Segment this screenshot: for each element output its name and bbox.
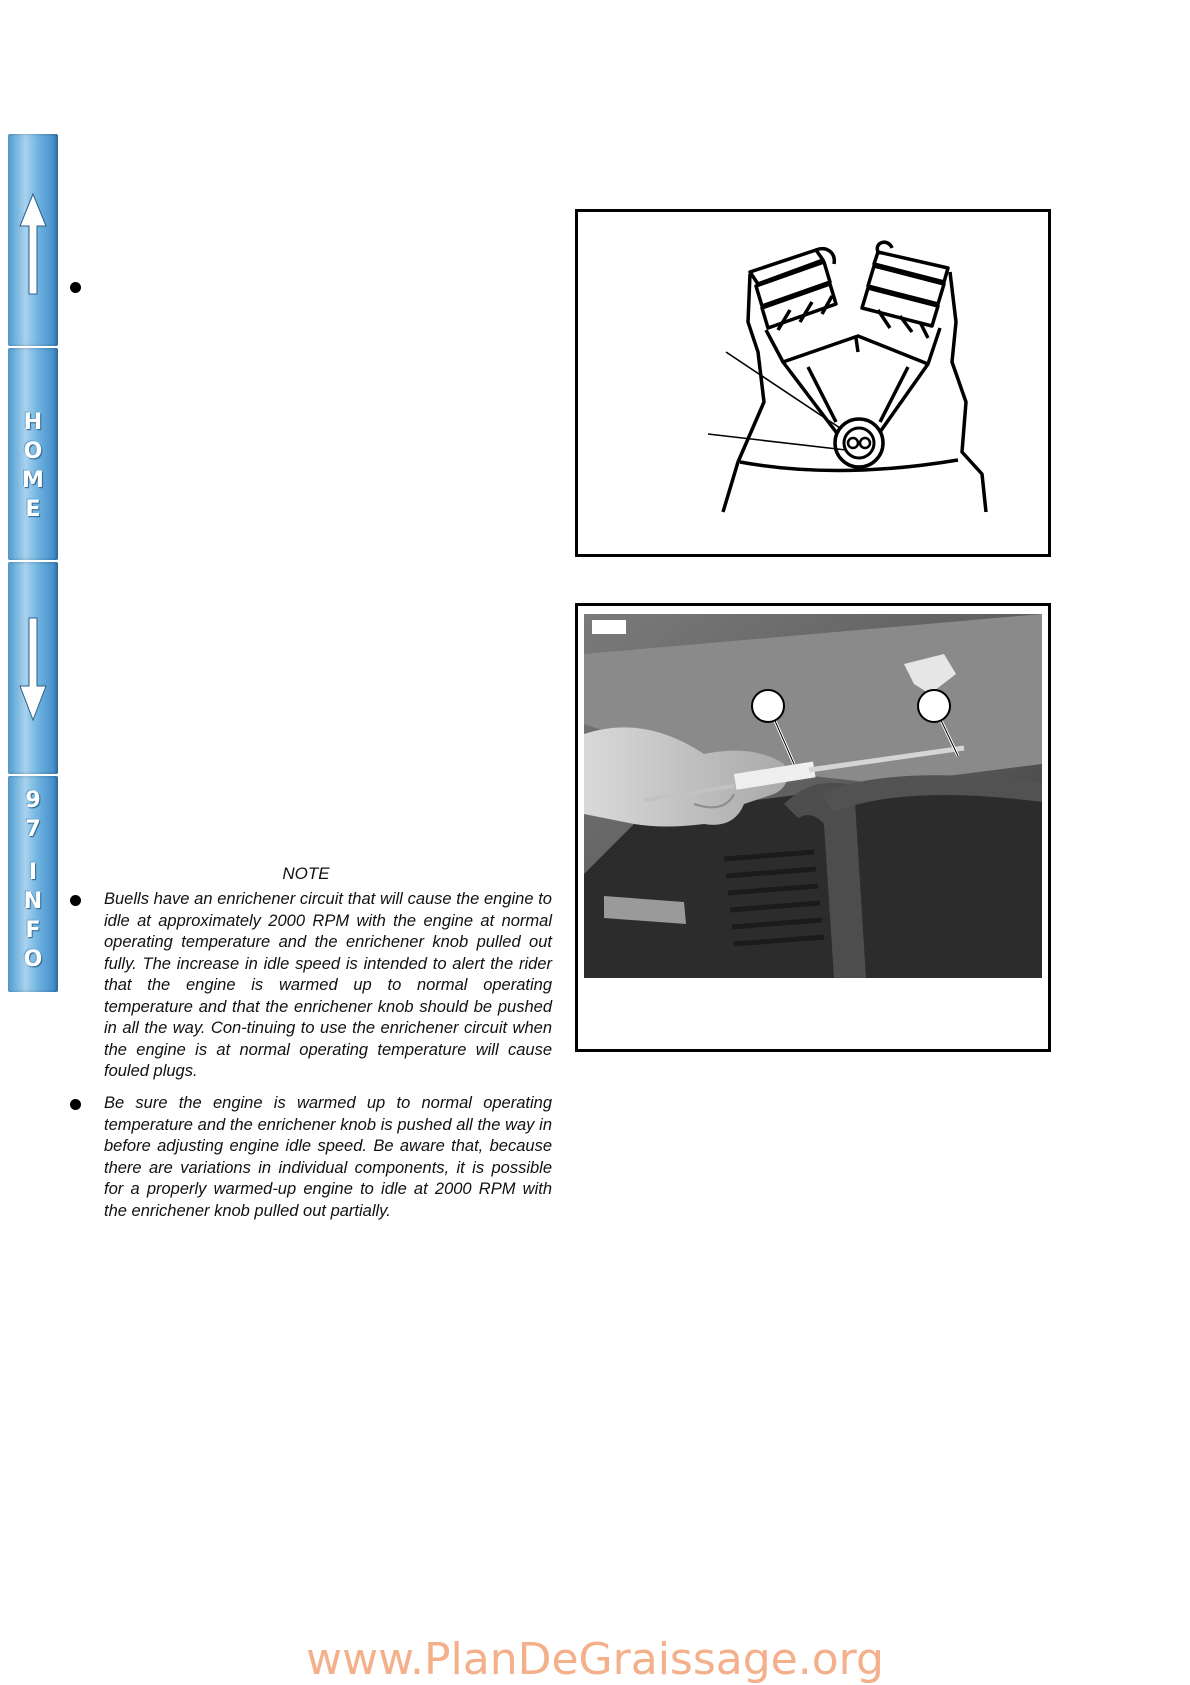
bullet-marker bbox=[70, 282, 81, 293]
bullet-dot bbox=[70, 895, 81, 906]
note-bullet-item bbox=[66, 889, 552, 1083]
note-paragraph-enrichener: Buells have an enrichener circuit that will cause the engine to idle at approximately 2000 RPM with the engine at normal operating temperature and the enrichener knob pulled out fully. The increase in idle speed is intended to alert the rider that the engine is warmed up to normal operating temperature and that the enrichener knob should be pushed in all the way. Con-tinuing to use the enrichener circuit when the engine is at normal operating temperature will cause fouled plugs. bbox=[104, 890, 552, 1080]
nav-info-button[interactable] bbox=[8, 776, 58, 992]
arrow-up-icon bbox=[8, 134, 58, 346]
home-label: H O M E bbox=[22, 410, 44, 522]
nav-down-button[interactable] bbox=[8, 562, 58, 774]
note-bullet-item bbox=[66, 1093, 552, 1222]
nav-home-button[interactable] bbox=[8, 348, 58, 560]
bullet-dot bbox=[70, 1099, 81, 1110]
idle-adjustment-photo bbox=[584, 614, 1042, 978]
engine-line-drawing bbox=[578, 212, 1048, 554]
note-paragraph-warmup: Be sure the engine is warmed up to normal operating temperature and the enrichener knob is pushed all the way in before adjusting engine idle speed. Be aware that, because there are variations in individual components, it is possible for a properly warmed-up engine to idle at 2000 RPM with the enrichener knob pulled out partially. bbox=[104, 1094, 552, 1220]
watermark-url: www.PlanDeGraissage.org bbox=[306, 1634, 884, 1685]
idle-adjustment-photo-figure bbox=[575, 603, 1051, 1052]
note-heading: NOTE bbox=[282, 864, 330, 883]
nav-up-button[interactable] bbox=[8, 134, 58, 346]
arrow-down-icon bbox=[8, 562, 58, 774]
side-navigation bbox=[8, 134, 58, 994]
engine-diagram-figure bbox=[575, 209, 1051, 557]
info-label: 9 7 I N F O bbox=[23, 788, 43, 972]
